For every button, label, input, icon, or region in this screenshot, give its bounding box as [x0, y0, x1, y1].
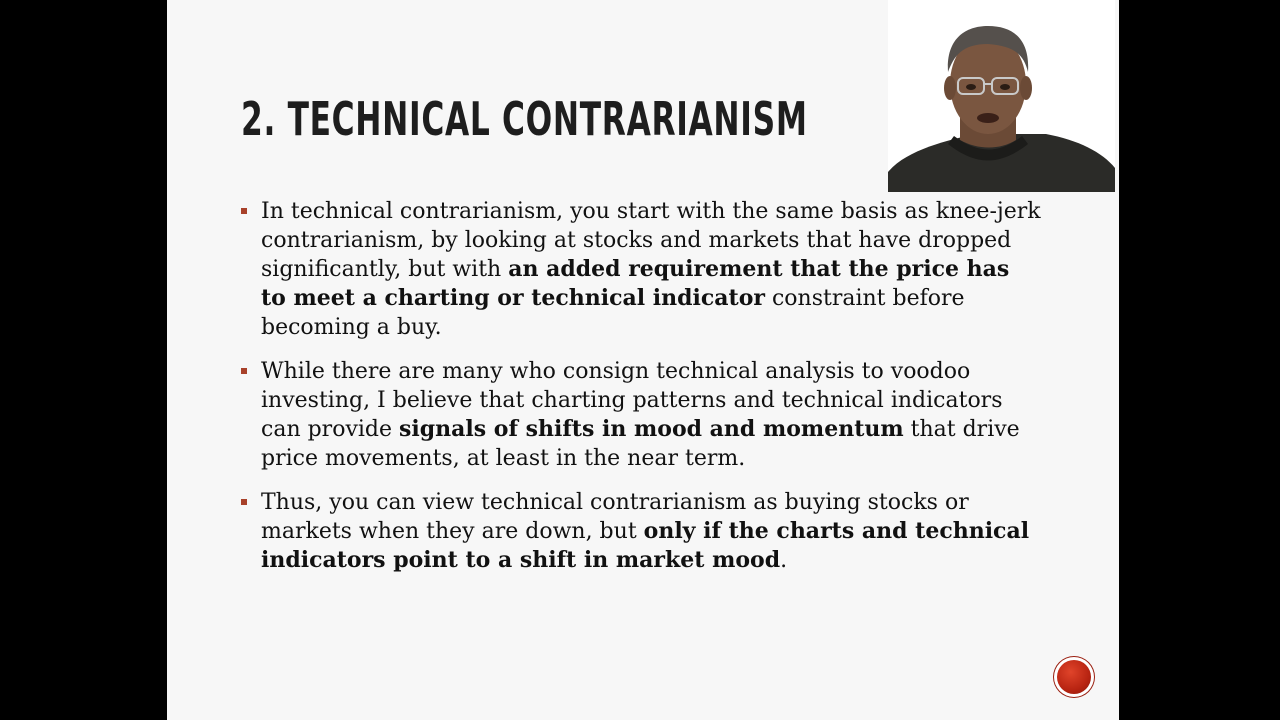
- bullet-item: [241, 488, 1041, 575]
- bullet-square-icon: [241, 208, 247, 214]
- bullet-text-part: Thus, you can view technical contrarianism as buying stocks or markets when they are down, but: [261, 490, 969, 544]
- presenter-webcam: [888, 0, 1115, 192]
- red-circle-icon: [1057, 660, 1091, 694]
- bullet-item: [241, 357, 1041, 473]
- bullet-text-part: constraint before becoming a buy.: [261, 286, 965, 340]
- presenter-figure: [888, 0, 1115, 192]
- slide-title: 2. TECHNICAL CONTRARIANISM: [241, 92, 808, 146]
- bullet-square-icon: [241, 499, 247, 505]
- presentation-slide: [167, 0, 1119, 720]
- bullet-text-emphasis: an added requirement that the price has to meet a charting or technical indicator: [261, 256, 1010, 311]
- bullet-text-part: .: [780, 548, 788, 573]
- slide-nav-button[interactable]: [1054, 657, 1094, 697]
- bullet-text-emphasis: signals of shifts in mood and momentum: [399, 416, 904, 442]
- bullet-text-part: In technical contrarianism, you start with the same basis as knee-jerk contrarianism, by looking at stocks and markets that have dropped significantly, but with: [261, 199, 1041, 282]
- bullet-text-emphasis: only if the charts and technical indicators point to a shift in market mood: [261, 518, 1030, 573]
- bullet-square-icon: [241, 368, 247, 374]
- bullet-text-part: While there are many who consign technical analysis to voodoo investing, I believe that charting patterns and technical indicators can provide: [261, 359, 1003, 442]
- bullet-text-part: that drive price movements, at least in the near term.: [261, 417, 1020, 471]
- bullet-item: [241, 197, 1041, 342]
- bullet-list: [241, 197, 1041, 590]
